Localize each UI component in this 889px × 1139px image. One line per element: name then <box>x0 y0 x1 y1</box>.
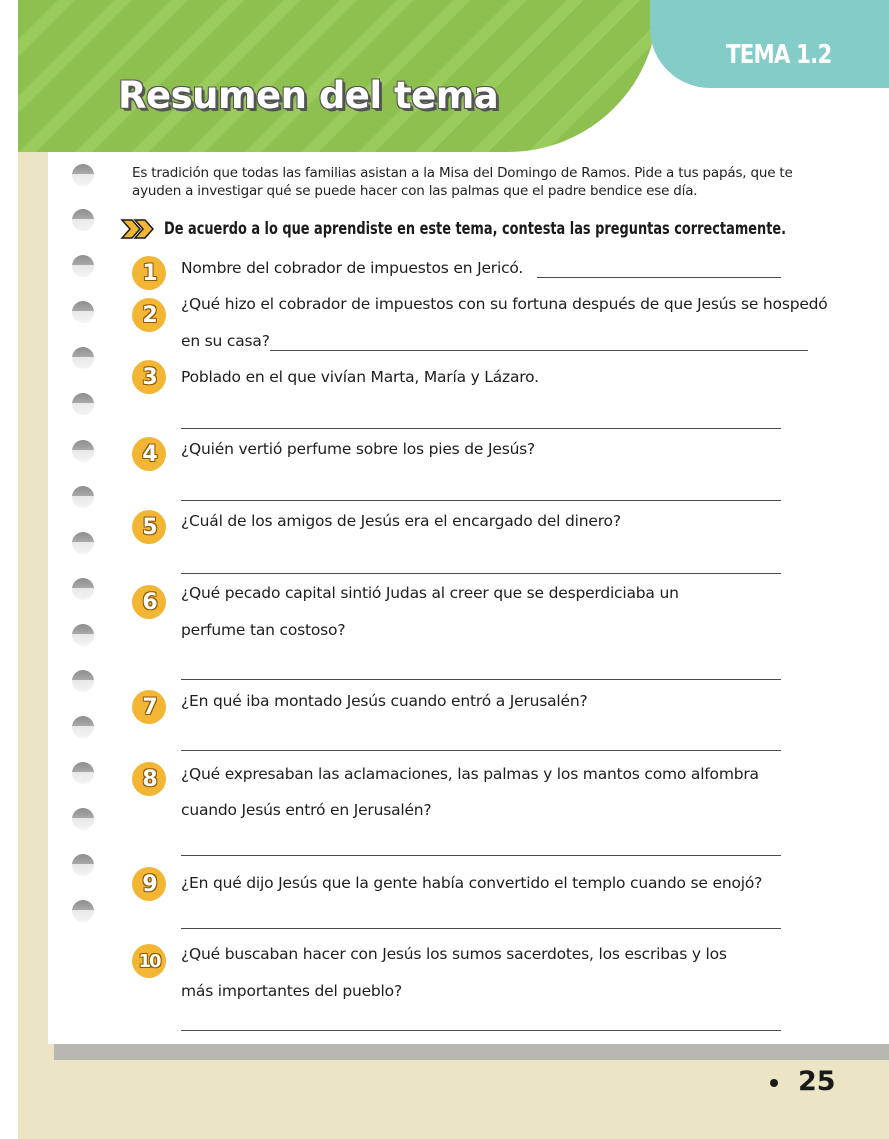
question-number-badge: 2 <box>132 298 166 332</box>
question-text: ¿Qué expresaban las aclamaciones, las palmas y los mantos como alfombra <box>181 765 759 783</box>
binder-hole <box>72 255 94 277</box>
answer-line[interactable] <box>181 750 781 751</box>
question-text: ¿Qué hizo el cobrador de impuestos con su fortuna después de que Jesús se hospedó <box>181 295 828 313</box>
question-number-badge: 8 <box>132 762 166 796</box>
question-text: ¿Qué pecado capital sintió Judas al creer que se desperdiciaba un <box>181 584 679 602</box>
question-number-badge: 6 <box>132 585 166 619</box>
answer-line[interactable] <box>270 350 808 351</box>
answer-line[interactable] <box>181 928 781 929</box>
binder-hole <box>72 164 94 186</box>
binder-hole <box>72 900 94 922</box>
answer-line[interactable] <box>181 1030 781 1031</box>
page-number-text: 25 <box>798 1066 836 1097</box>
double-chevron-icon <box>120 218 156 240</box>
binder-hole <box>72 440 94 462</box>
binder-hole <box>72 209 94 231</box>
question-text: ¿Quién vertió perfume sobre los pies de Jesús? <box>181 440 536 458</box>
answer-line[interactable] <box>537 277 781 278</box>
question-text: ¿Qué buscaban hacer con Jesús los sumos sacerdotes, los escribas y los <box>181 945 727 963</box>
tema-label: TEMA 1.2 <box>726 40 832 70</box>
binder-hole <box>72 486 94 508</box>
page-title: Resumen del tema <box>118 74 499 117</box>
binder-hole <box>72 808 94 830</box>
answer-line[interactable] <box>181 500 781 501</box>
question-text-cont: cuando Jesús entró en Jerusalén? <box>181 801 432 819</box>
answer-line[interactable] <box>181 573 781 574</box>
binder-hole <box>72 393 94 415</box>
instruction-text: De acuerdo a lo que aprendiste en este tema, contesta las preguntas correctamente. <box>164 219 787 239</box>
question-text: ¿Cuál de los amigos de Jesús era el encargado del dinero? <box>181 512 621 530</box>
question-text: ¿En qué iba montado Jesús cuando entró a Jerusalén? <box>181 692 588 710</box>
question-number-badge: 1 <box>132 256 166 290</box>
intro-text: Es tradición que todas las familias asistan a la Misa del Domingo de Ramos. Pide a tus papás, que te ayuden a investigar qué se puede hacer con las palmas que el padre bendice ese día. <box>132 165 793 199</box>
question-number-badge: 7 <box>132 690 166 724</box>
question-number-badge: 10 <box>132 944 166 978</box>
question-number-badge: 9 <box>132 867 166 901</box>
question-text-cont: en su casa? <box>181 332 270 350</box>
question-text: Nombre del cobrador de impuestos en Jericó. <box>181 259 524 277</box>
binder-hole <box>72 347 94 369</box>
binder-hole <box>72 670 94 692</box>
binder-hole <box>72 762 94 784</box>
instruction <box>120 218 889 240</box>
question-text-cont: más importantes del pueblo? <box>181 982 402 1000</box>
answer-line[interactable] <box>181 855 781 856</box>
page-number <box>770 1066 836 1097</box>
question-number-badge: 5 <box>132 510 166 544</box>
binder-hole <box>72 532 94 554</box>
question-text-cont: perfume tan costoso? <box>181 621 346 639</box>
binder-hole <box>72 854 94 876</box>
binder-hole <box>72 716 94 738</box>
question-text: Poblado en el que vivían Marta, María y Lázaro. <box>181 368 539 386</box>
bullet-icon <box>770 1079 778 1087</box>
binder-hole <box>72 301 94 323</box>
binder-hole <box>72 624 94 646</box>
answer-line[interactable] <box>181 679 781 680</box>
answer-line[interactable] <box>181 428 781 429</box>
question-number-badge: 4 <box>132 437 166 471</box>
binder-hole <box>72 578 94 600</box>
question-text: ¿En qué dijo Jesús que la gente había convertido el templo cuando se enojó? <box>181 874 763 892</box>
question-number-badge: 3 <box>132 360 166 394</box>
